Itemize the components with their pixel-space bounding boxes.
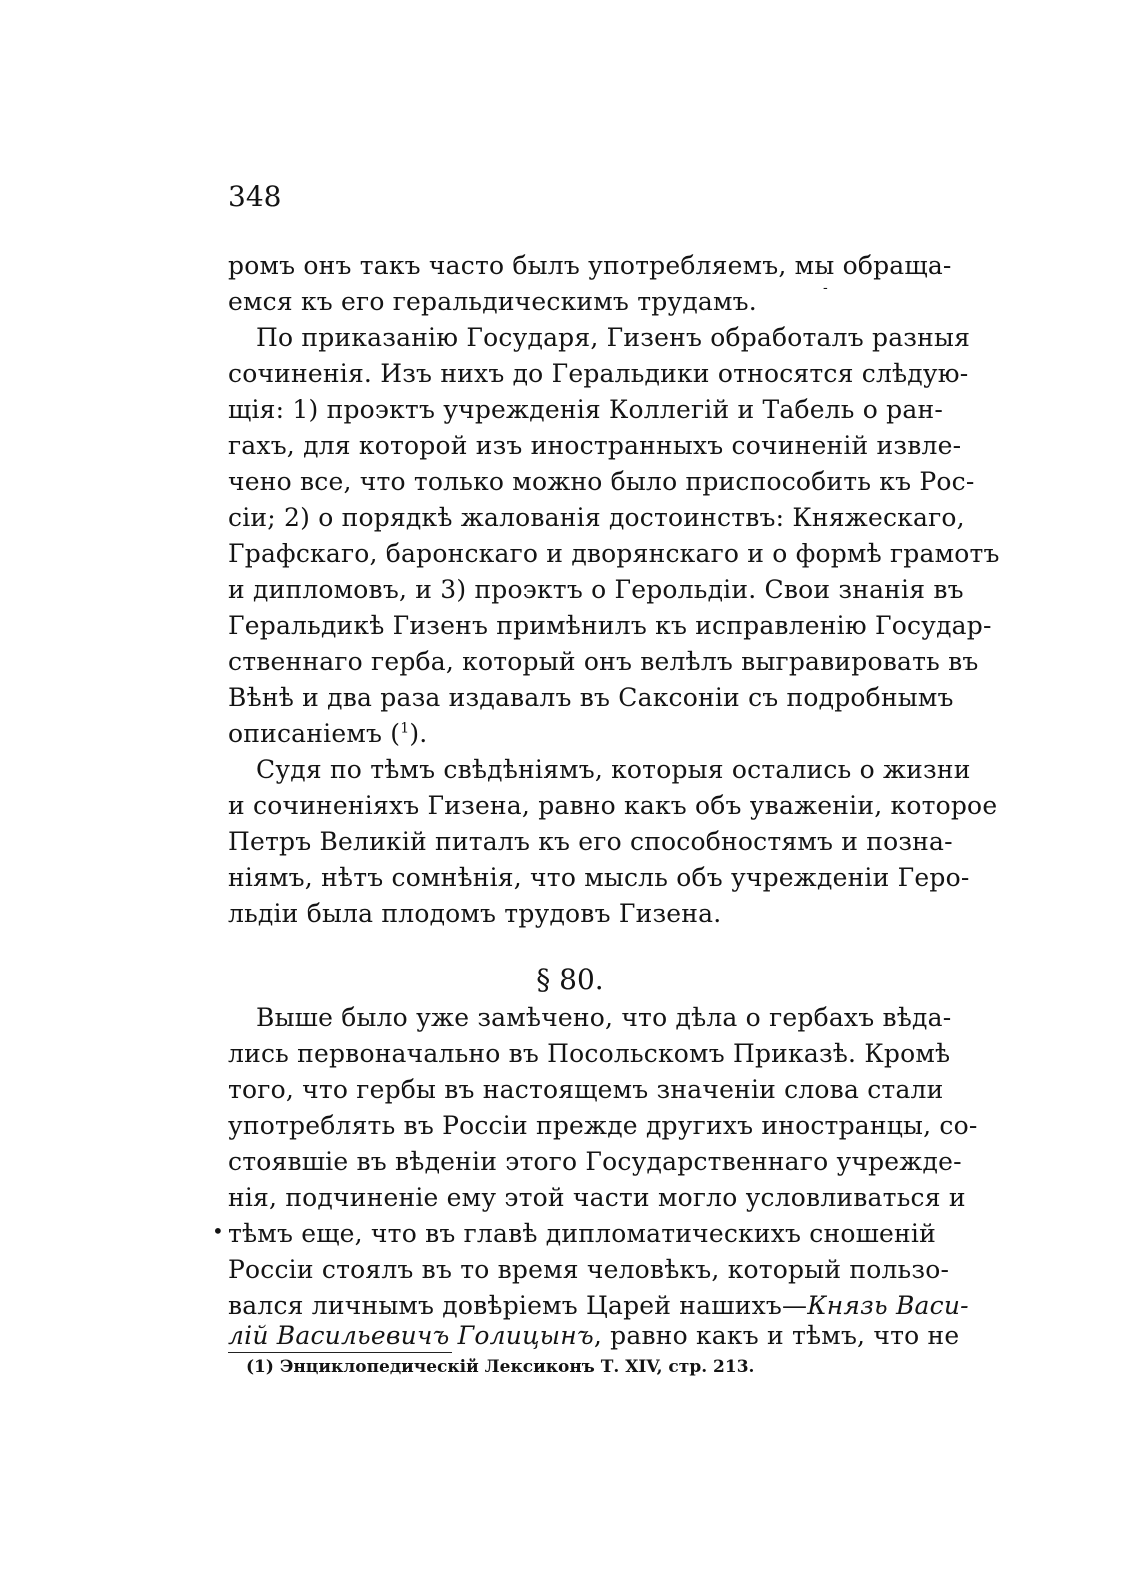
text-line: емся къ его геральдическимъ трудамъ.: [228, 287, 757, 316]
text-line: ромъ онъ такъ часто былъ употребляемъ, мы обраща-: [228, 251, 952, 280]
text-fragment: , равно какъ и тѣмъ, что не: [593, 1321, 960, 1350]
text-line: Судя по тѣмъ свѣдѣніямъ, которыя остались о жизни: [256, 755, 971, 784]
text-fragment: ).: [409, 719, 428, 748]
italic-name: лій Васильевичъ Голицынъ: [228, 1321, 594, 1350]
margin-mark: •: [212, 1219, 224, 1243]
text-line: сочиненія. Изъ нихъ до Геральдики относятся слѣдую-: [228, 359, 969, 388]
text-line: и дипломовъ, и 3) проэктъ о Герольдіи. Свои знанія въ: [228, 575, 964, 604]
text-line: щія: 1) проэктъ учрежденія Коллегій и Табель о ран-: [228, 395, 943, 424]
text-line: стоявшіе въ вѣденіи этого Государственнаго учрежде-: [228, 1147, 962, 1176]
text-line: ственнаго герба, который онъ велѣлъ выгравировать въ: [228, 647, 979, 676]
text-line: сіи; 2) о порядкѣ жалованія достоинствъ: Княжескаго,: [228, 503, 965, 532]
footnote-marker: (1): [246, 1357, 274, 1377]
footnote-reference: 1: [400, 720, 410, 737]
text-line: льдіи была плодомъ трудовъ Гизена.: [228, 899, 722, 928]
text-line: тѣмъ еще, что въ главѣ дипломатическихъ сношеній: [228, 1219, 936, 1248]
text-line: чено все, что только можно было приспособить къ Рос-: [228, 467, 975, 496]
text-line: [228, 716, 906, 752]
footnote-text: Энциклопедическій Лексиконъ Т. XIV, стр. 213.: [279, 1357, 755, 1377]
text-line: Петръ Великій питалъ къ его способностямъ и позна-: [228, 827, 953, 856]
text-line: того, что гербы въ настоящемъ значеніи слова стали: [228, 1075, 944, 1104]
text-line: По приказанію Государя, Гизенъ обработалъ разныя: [256, 323, 971, 352]
text-line: Выше было уже замѣчено, что дѣла о гербахъ вѣда-: [256, 1003, 952, 1032]
text-line: Геральдикѣ Гизенъ примѣнилъ къ исправленію Государ-: [228, 611, 992, 640]
footnote: [246, 1355, 754, 1379]
text-line: нія, подчиненіе ему этой части могло условливаться и: [228, 1183, 966, 1212]
text-line: Вѣнѣ и два раза издавалъ въ Саксоніи съ подробнымъ: [228, 683, 954, 712]
stray-mark: -: [823, 280, 828, 296]
text-line: гахъ, для которой изъ иностранныхъ сочиненій извле-: [228, 431, 962, 460]
italic-name: Князь Васи-: [807, 1291, 969, 1320]
page-number: 348: [228, 180, 282, 213]
text-line: лись первоначально въ Посольскомъ Приказѣ. Кромѣ: [228, 1039, 951, 1068]
text-line: ніямъ, нѣтъ сомнѣнія, что мысль объ учрежденіи Геро-: [228, 863, 970, 892]
text-line: употреблять въ Россіи прежде другихъ иностранцы, со-: [228, 1111, 978, 1140]
section-heading: § 80.: [536, 963, 604, 996]
text-line: Графскаго, баронскаго и дворянскаго и о формѣ грамотъ: [228, 539, 1000, 568]
text-line: Россіи стоялъ въ то время человѣкъ, который пользо-: [228, 1255, 950, 1284]
footnote-divider: [228, 1352, 452, 1353]
text-line: [228, 1318, 960, 1354]
text-line: и сочиненіяхъ Гизена, равно какъ объ уваженіи, которое: [228, 791, 998, 820]
text-fragment: описаніемъ (: [228, 719, 401, 748]
text-fragment: вался личнымъ довѣріемъ Царей нашихъ—: [228, 1291, 808, 1320]
